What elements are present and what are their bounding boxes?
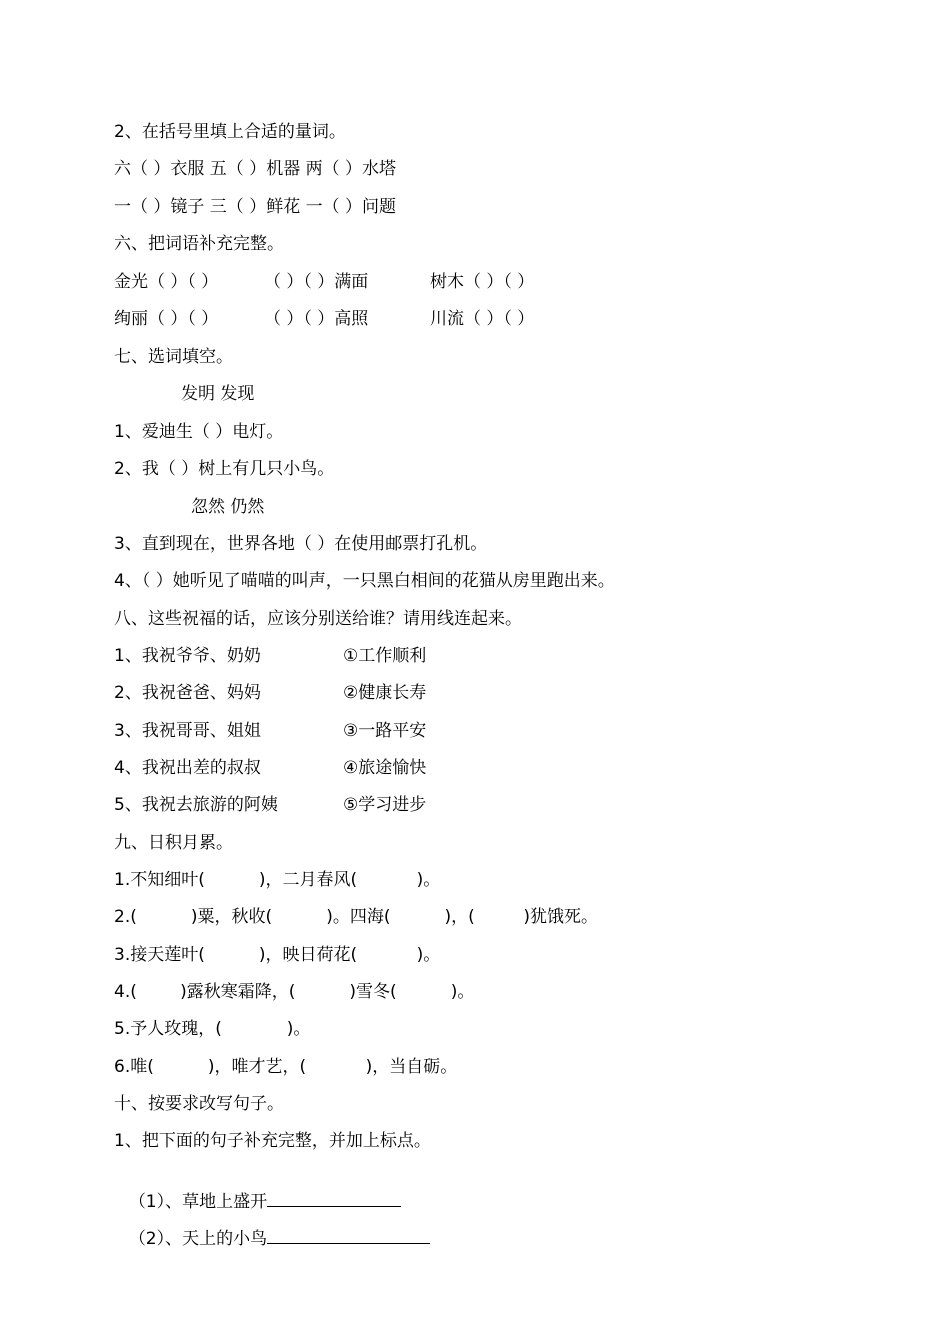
blessing-wish-2: ②健康长寿 bbox=[343, 683, 427, 703]
blessing-wish-1: ①工作顺利 bbox=[343, 646, 427, 666]
section-10-title: 十、按要求改写句子。 bbox=[114, 1094, 284, 1114]
idiom-4: 绚丽（ ）（ ） bbox=[114, 309, 219, 329]
section-6-title: 六、把词语补充完整。 bbox=[114, 234, 284, 254]
poem-item-2: 2.( )粟，秋收( )。四海( )，( )犹饿死。 bbox=[114, 907, 599, 927]
blessing-wish-5: ⑤学习进步 bbox=[343, 795, 427, 815]
idiom-3: 树木（ ）（ ） bbox=[430, 272, 535, 292]
question-2-title: 2、在括号里填上合适的量词。 bbox=[114, 122, 346, 142]
rewrite-subtitle: 1、把下面的句子补充完整，并加上标点。 bbox=[114, 1131, 431, 1151]
answer-line-2[interactable] bbox=[267, 1227, 430, 1244]
idiom-1: 金光（ ）（ ） bbox=[114, 272, 219, 292]
rewrite-item-2-text: （2）、天上的小鸟 bbox=[128, 1229, 268, 1249]
rewrite-item-2 bbox=[118, 1205, 430, 1250]
poem-item-3: 3.接天莲叶( )，映日荷花( )。 bbox=[114, 945, 441, 965]
blessing-recipient-4: 4、我祝出差的叔叔 bbox=[114, 758, 261, 778]
poem-item-1: 1.不知细叶( )，二月春风( )。 bbox=[114, 870, 441, 890]
blessing-wish-3: ③一路平安 bbox=[343, 721, 427, 741]
poem-item-4: 4.( )露秋寒霜降，( )雪冬( )。 bbox=[114, 982, 475, 1002]
blessing-recipient-3: 3、我祝哥哥、姐姐 bbox=[114, 721, 261, 741]
fill-item-4: 4、（ ）她听见了喵喵的叫声，一只黑白相间的花猫从房里跑出来。 bbox=[114, 571, 615, 591]
rewrite-item-1-text: （1）、草地上盛开 bbox=[128, 1192, 268, 1212]
poem-item-6: 6.唯( )，唯才艺，( )，当自砺。 bbox=[114, 1057, 458, 1077]
fill-item-3: 3、直到现在，世界各地（ ）在使用邮票打孔机。 bbox=[114, 534, 488, 554]
measure-word-row-1: 六（ ）衣服 五（ ）机器 两（ ）水塔 bbox=[114, 159, 397, 179]
fill-item-2: 2、我（ ）树上有几只小鸟。 bbox=[114, 459, 335, 479]
idiom-2: （ ）（ ）满面 bbox=[264, 272, 369, 292]
blessing-recipient-2: 2、我祝爸爸、妈妈 bbox=[114, 683, 261, 703]
section-8-title: 八、这些祝福的话，应该分别送给谁？请用线连起来。 bbox=[114, 609, 522, 629]
blessing-recipient-5: 5、我祝去旅游的阿姨 bbox=[114, 795, 278, 815]
blessing-wish-4: ④旅途愉快 bbox=[343, 758, 427, 778]
section-7-title: 七、选词填空。 bbox=[114, 347, 233, 367]
measure-word-row-2: 一（ ）镜子 三（ ）鲜花 一（ ）问题 bbox=[114, 197, 397, 217]
section-9-title: 九、日积月累。 bbox=[114, 833, 233, 853]
word-choice-2: 忽然 仍然 bbox=[191, 497, 265, 517]
word-choice-1: 发明 发现 bbox=[181, 384, 255, 404]
idiom-5: （ ）（ ）高照 bbox=[264, 309, 369, 329]
idiom-6: 川流（ ）（ ） bbox=[430, 309, 535, 329]
fill-item-1: 1、爱迪生（ ）电灯。 bbox=[114, 422, 284, 442]
poem-item-5: 5.予人玫瑰，( )。 bbox=[114, 1019, 311, 1039]
blessing-recipient-1: 1、我祝爷爷、奶奶 bbox=[114, 646, 261, 666]
